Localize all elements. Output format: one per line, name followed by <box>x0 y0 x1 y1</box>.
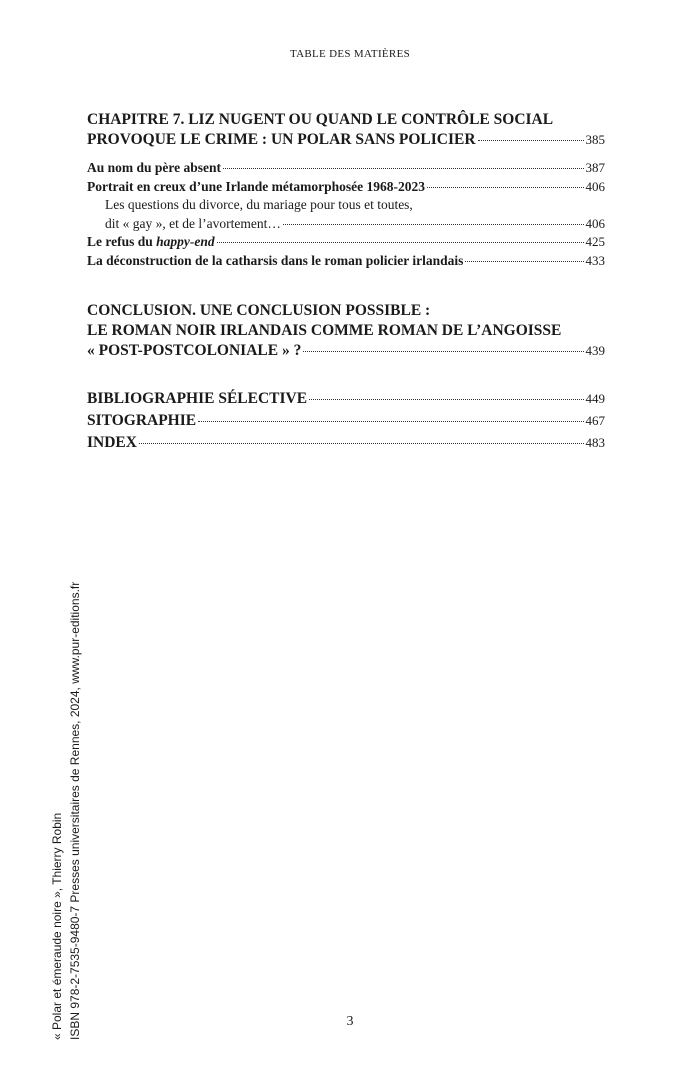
table-of-contents <box>87 110 605 454</box>
toc-entry-sitographie[interactable] <box>87 410 605 432</box>
toc-entry-label: SITOGRAPHIE <box>87 412 197 429</box>
toc-entry-page: 449 <box>585 391 605 406</box>
dot-leader <box>139 443 584 444</box>
toc-entry-label <box>87 233 215 252</box>
dot-leader <box>303 351 583 352</box>
page-number: 3 <box>346 1014 354 1029</box>
dot-leader <box>223 168 583 169</box>
toc-entry-index[interactable] <box>87 432 605 454</box>
toc-entry-page: 483 <box>585 435 605 450</box>
chapter-7-page: 385 <box>585 132 605 147</box>
side-credit-line2: ISBN 978-2-7535-9480-7 Presses universitaires de Rennes, 2024, www.pur-editions.fr <box>68 581 82 1040</box>
toc-entry-page: 406 <box>585 178 605 194</box>
chapter-7-title-line1: CHAPITRE 7. LIZ NUGENT OU QUAND LE CONTRÔLE SOCIAL <box>87 111 554 128</box>
conclusion-title[interactable] <box>87 301 605 361</box>
toc-entry-portrait-irlande[interactable] <box>87 178 605 197</box>
dot-leader <box>465 261 583 262</box>
conclusion-line2: LE ROMAN NOIR IRLANDAIS COMME ROMAN DE L’ANGOISSE <box>87 322 562 339</box>
toc-entry-page: 387 <box>585 160 605 175</box>
dot-leader <box>427 187 584 188</box>
toc-entry-catharsis[interactable] <box>87 252 605 271</box>
toc-entry-happy-end[interactable] <box>87 233 605 252</box>
conclusion-line1: CONCLUSION. UNE CONCLUSION POSSIBLE : <box>87 302 431 319</box>
dot-leader <box>217 242 584 243</box>
side-credit-line1: « Polar et émeraude noire », Thierry Robin <box>50 812 64 1040</box>
toc-entry-label-italic: happy-end <box>156 234 215 249</box>
toc-entry-label: Portrait en creux d’une Irlande métamorphosée 1968-2023 <box>87 178 425 194</box>
toc-entry-label: INDEX <box>87 434 137 451</box>
dot-leader <box>478 140 584 141</box>
conclusion-page: 439 <box>585 343 605 358</box>
toc-subentry-line1: Les questions du divorce, du mariage pour tous et toutes, <box>105 197 413 212</box>
chapter-7-title[interactable] <box>87 110 605 150</box>
toc-entry-page: 467 <box>585 413 605 428</box>
toc-entry-label: La déconstruction de la catharsis dans le roman policier irlandais <box>87 252 464 268</box>
toc-subentry-page: 406 <box>585 215 605 231</box>
side-credit <box>48 582 84 1040</box>
dot-leader <box>309 399 583 400</box>
toc-entry-label-prefix: Le refus du <box>87 234 157 249</box>
dot-leader <box>283 224 584 225</box>
chapter-7-title-line2: PROVOQUE LE CRIME : UN POLAR SANS POLICIER <box>87 131 476 148</box>
running-head: TABLE DES MATIÈRES <box>289 48 411 60</box>
toc-entry-page: 433 <box>585 252 605 268</box>
toc-entry-label: BIBLIOGRAPHIE SÉLECTIVE <box>87 390 308 407</box>
toc-entry-label: Au nom du père absent <box>87 160 222 175</box>
toc-entry-bibliographie[interactable] <box>87 388 605 410</box>
toc-subentry-divorce[interactable] <box>87 196 605 233</box>
dot-leader <box>198 421 583 422</box>
toc-entry-pere-absent[interactable] <box>87 159 605 178</box>
toc-entry-page: 425 <box>585 234 605 249</box>
conclusion-line3: « POST-POSTCOLONIALE » ? <box>87 342 302 359</box>
toc-subentry-line2: dit « gay », et de l’avortement… <box>105 215 281 231</box>
